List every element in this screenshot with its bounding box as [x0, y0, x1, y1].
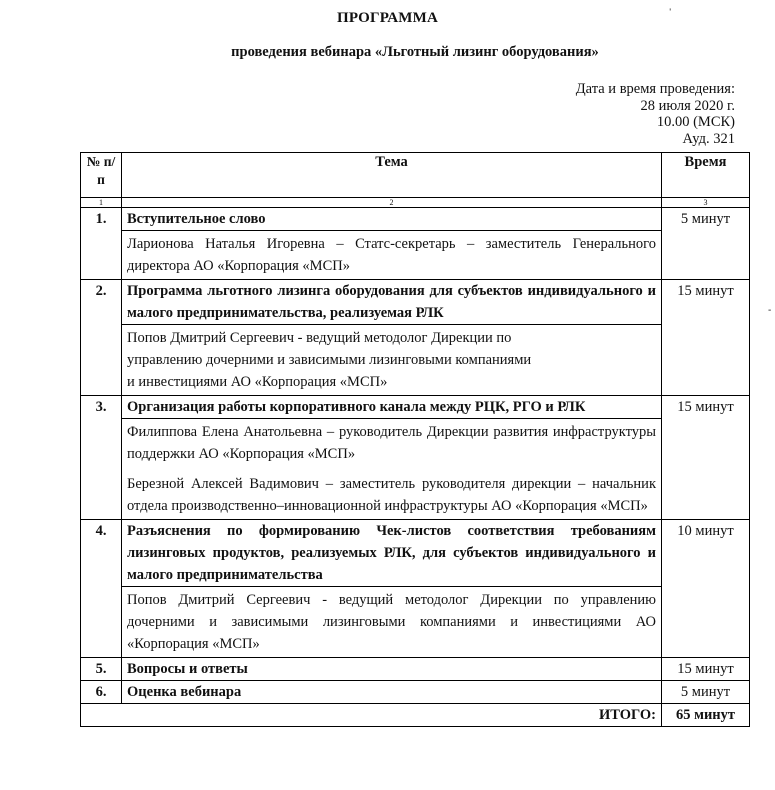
table-row [81, 658, 750, 681]
table-row [81, 520, 750, 587]
row-number: 3. [81, 396, 122, 520]
header-time: Время [662, 153, 750, 198]
meta-time: 10.00 (МСК) [656, 114, 735, 130]
index-cell: 2 [122, 198, 662, 208]
table-row-speakers [81, 231, 750, 280]
meta-label: Дата и время проведения: [575, 81, 735, 97]
row-time: 10 минут [662, 520, 750, 658]
index-cell: 1 [81, 198, 122, 208]
row-number: 1. [81, 208, 122, 280]
row-topic: Оценка вебинара [122, 681, 662, 704]
table-row [81, 681, 750, 704]
row-time: 15 минут [662, 396, 750, 520]
row-topic: Организация работы корпоративного канала между РЦК, РГО и РЛК [122, 396, 662, 419]
table-row-speakers [81, 325, 750, 396]
row-topic: Вступительное слово [122, 208, 662, 231]
row-time: 5 минут [662, 681, 750, 704]
table-row [81, 396, 750, 419]
event-meta [576, 81, 735, 147]
meta-date: 28 июля 2020 г. [640, 97, 735, 114]
row-topic: Разъяснения по формированию Чек-листов соответствия требованиям лизинговых продуктов, реализуемых РЛК, для субъектов индивидуального и малого предпринимательства [122, 520, 662, 587]
header-topic: Тема [122, 153, 662, 198]
row-time: 5 минут [662, 208, 750, 280]
row-time: 15 минут [662, 280, 750, 396]
header-num: № п/п [81, 153, 122, 198]
index-row [81, 198, 750, 208]
speaker: Березной Алексей Вадимович – заместитель руководителя дирекции – начальник отдела производственно–инновационной инфраструктуры АО «Корпорация «МСП» [127, 476, 656, 514]
row-topic: Вопросы и ответы [122, 658, 662, 681]
row-time: 15 минут [662, 658, 750, 681]
total-label: ИТОГО: [81, 704, 662, 727]
scan-mark: ˌ [668, 0, 673, 11]
row-number: 5. [81, 658, 122, 681]
speaker: Ларионова Наталья Игоревна – Статс-секретарь – заместитель Генерального директора АО «Корпорация «МСП» [127, 236, 656, 274]
row-number: 6. [81, 681, 122, 704]
meta-room: Ауд. 321 [682, 130, 735, 147]
table-row [81, 208, 750, 231]
total-value: 65 минут [662, 704, 750, 727]
scan-mark: - [768, 305, 772, 316]
table-row-speakers [81, 419, 750, 520]
table-row [81, 280, 750, 325]
row-number: 4. [81, 520, 122, 658]
row-number: 2. [81, 280, 122, 396]
row-topic: Программа льготного лизинга оборудования для субъектов индивидуального и малого предпринимательства, реализуемая РЛК [122, 280, 662, 325]
document-subtitle: проведения вебинара «Льготный лизинг оборудования» [231, 44, 599, 60]
speaker: Попов Дмитрий Сергеевич - ведущий методолог Дирекции по управлению дочерними и зависимыми лизинговыми компаниями и инвестициями АО «Корпорация «МСП» [127, 330, 532, 390]
total-row [81, 704, 750, 727]
speaker: Попов Дмитрий Сергеевич - ведущий методолог Дирекции по управлению дочерними и зависимыми лизинговыми компаниями и инвестициями АО «Корпорация «МСП» [127, 592, 656, 652]
table-row-speakers [81, 587, 750, 658]
program-table [80, 152, 750, 727]
speaker: Филиппова Елена Анатольевна – руководитель Дирекции развития инфраструктуры поддержки АО «Корпорация «МСП» [127, 424, 656, 462]
document-title: ПРОГРАММА [337, 10, 438, 26]
table-header-row [81, 153, 750, 198]
index-cell: 3 [662, 198, 750, 208]
